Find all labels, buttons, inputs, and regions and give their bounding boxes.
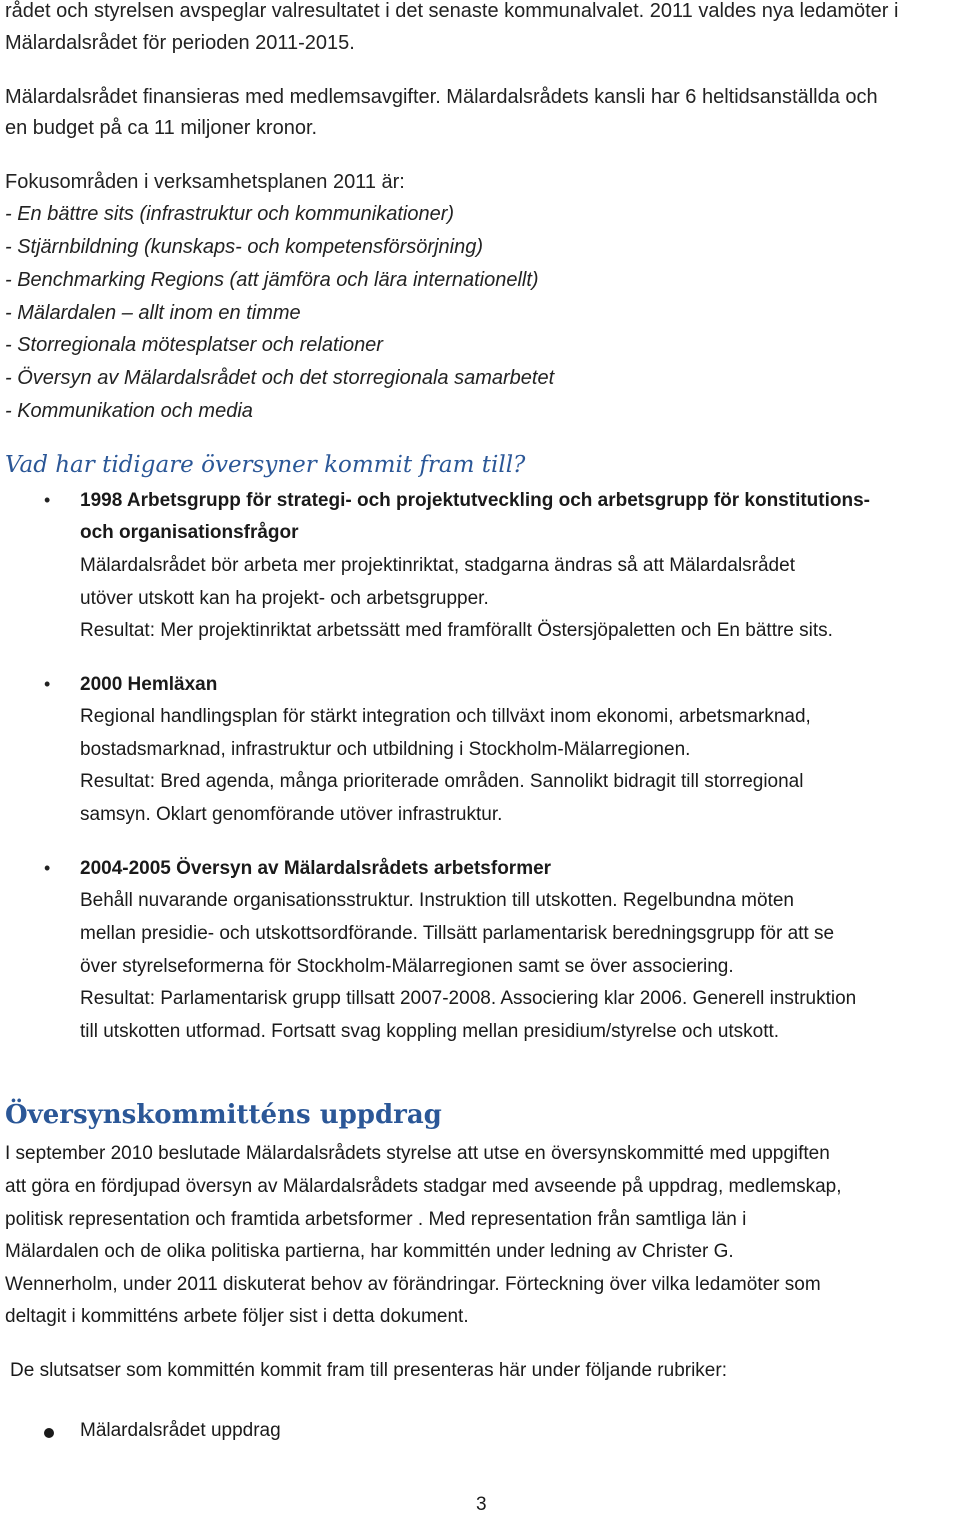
section-heading: Översynskommitténs uppdrag [5,1100,442,1130]
history-heading: Vad har tidigare översyner kommit fram till? [5,452,526,478]
focus-item: - Storregionala mötesplatser och relationer [5,334,383,356]
entry-text: över styrelseformerna för Stockholm-Mälarregionen samt se över associering. [80,956,734,977]
bullet-icon: • [44,490,51,510]
bullet-icon: • [44,858,51,878]
assignment-line: I september 2010 beslutade Mälardalsrådets styrelse att utse en översynskommitté med uppgiften [5,1143,830,1164]
entry-text: till utskotten utformad. Fortsatt svag koppling mellan presidium/styrelse och utskott. [80,1021,780,1042]
focus-item: - Mälardalen – allt inom en timme [5,302,301,324]
entry-text: bostadsmarknad, infrastruktur och utbildning i Stockholm-Mälarregionen. [80,739,691,760]
entry-text: utöver utskott kan ha projekt- och arbetsgrupper. [80,588,489,609]
focus-item: - Benchmarking Regions (att jämföra och lära internationellt) [5,269,539,291]
entry-text: Behåll nuvarande organisationsstruktur. Instruktion till utskotten. Regelbundna möten [80,890,794,911]
entry-text: samsyn. Oklart genomförande utöver infrastruktur. [80,804,503,825]
bullet-icon: • [44,674,51,694]
rubric-item: Mälardalsrådet uppdrag [80,1420,281,1441]
focus-item: - Stjärnbildning (kunskaps- och kompetensförsörjning) [5,236,484,258]
entry-text: Resultat: Parlamentarisk grupp tillsatt 2007-2008. Associering klar 2006. Generell instruktion [80,988,857,1009]
assignment-line: Wennerholm, under 2011 diskuterat behov av förändringar. Förteckning över vilka ledamöter som [5,1274,821,1295]
assignment-line: deltagit i kommitténs arbete följer sist i detta dokument. [5,1306,469,1327]
intro-line: Mälardalsrådet för perioden 2011-2015. [5,32,355,54]
entry-text: Mälardalsrådet bör arbeta mer projektinriktat, stadgarna ändras så att Mälardalsrådet [80,555,795,576]
focus-heading: Fokusområden i verksamhetsplanen 2011 är: [5,171,405,193]
conclusion-intro: De slutsatser som kommittén kommit fram till presenteras här under följande rubriker: [10,1360,727,1381]
entry-title: 2004-2005 Översyn av Mälardalsrådets arbetsformer [80,858,552,879]
focus-item: - Översyn av Mälardalsrådet och det storregionala samarbetet [5,367,555,389]
intro-line: Mälardalsrådet finansieras med medlemsavgifter. Mälardalsrådets kansli har 6 heltidsanställda och [5,86,878,108]
entry-title: 1998 Arbetsgrupp för strategi- och projektutveckling och arbetsgrupp för konstitutions- [80,490,871,511]
entry-text: Resultat: Mer projektinriktat arbetssätt med framförallt Östersjöpaletten och En bättre sits. [80,620,833,641]
bullet-icon [44,1428,54,1438]
focus-item: - Kommunikation och media [5,400,253,422]
entry-title: och organisationsfrågor [80,522,299,543]
assignment-line: Mälardalen och de olika politiska partierna, har kommittén under ledning av Christer G. [5,1241,734,1262]
focus-item: - En bättre sits (infrastruktur och kommunikationer) [5,203,455,225]
intro-line: rådet och styrelsen avspeglar valresultatet i det senaste kommunalvalet. 2011 valdes nya ledamöter i [5,0,899,22]
assignment-line: att göra en fördjupad översyn av Mälardalsrådets stadgar med avseende på uppdrag, medlemskap, [5,1176,842,1197]
assignment-line: politisk representation och framtida arbetsformer . Med representation från samtliga län i [5,1209,747,1230]
page-number: 3 [476,1494,487,1515]
entry-text: Resultat: Bred agenda, många prioriterade områden. Sannolikt bidragit till storregional [80,771,804,792]
entry-text: mellan presidie- och utskottsordförande. Tillsätt parlamentarisk beredningsgrupp för att se [80,923,835,944]
entry-text: Regional handlingsplan för stärkt integration och tillväxt inom ekonomi, arbetsmarknad, [80,706,811,727]
intro-line: en budget på ca 11 miljoner kronor. [5,117,318,139]
entry-title: 2000 Hemläxan [80,674,218,695]
